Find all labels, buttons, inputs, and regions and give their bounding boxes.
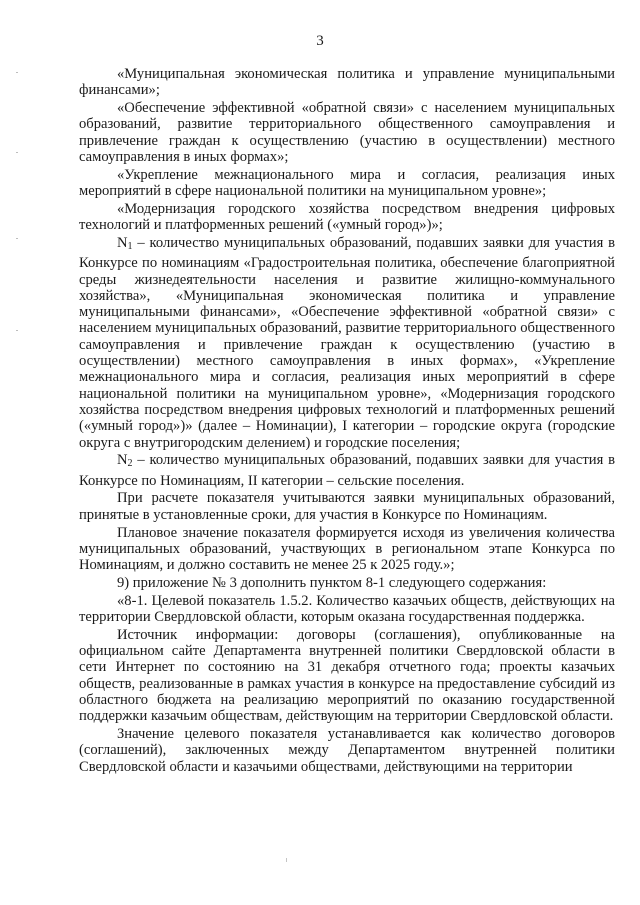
paragraph-n1 bbox=[79, 235, 615, 451]
paragraph: 9) приложение № 3 дополнить пунктом 8-1 следующего содержания: bbox=[117, 574, 547, 591]
paragraph: «8-1. Целевой показатель 1.5.2. Количество казачьих обществ, действующих на территории Свердловской области, которым оказана государственная поддержка. bbox=[79, 592, 615, 625]
document-body bbox=[79, 66, 615, 775]
variable-n1: $N_1$ bbox=[117, 234, 133, 252]
margin-mark bbox=[16, 330, 18, 331]
paragraph: «Муниципальная экономическая политика и управление муниципальными финансами»; bbox=[79, 66, 615, 99]
paragraph-text: – количество муниципальных образований, подавших заявки для участия в Конкурсе по Номинациям, II категории – сельские поселения. bbox=[79, 452, 615, 489]
scan-mark bbox=[286, 858, 287, 862]
variable-n2: $N_2$ bbox=[117, 452, 133, 470]
paragraph: Значение целевого показателя устанавливается как количество договоров (соглашений), заключенных между Департаментом внутренней политики Свердловской области и казачьими обществами, действующими на территории bbox=[79, 726, 615, 775]
paragraph: «Укрепление межнационального мира и согласия, реализация иных мероприятий в сфере национальной политики на муниципальном уровне»; bbox=[79, 166, 615, 200]
paragraph-n2 bbox=[79, 452, 615, 489]
paragraph: При расчете показателя учитываются заявки муниципальных образований, принятые в установленные сроки, для участия в Конкурсе по Номинациям. bbox=[79, 490, 615, 523]
margin-mark bbox=[16, 238, 18, 239]
paragraph: «Модернизация городского хозяйства посредством внедрения цифровых технологий и платформенных решений («умный город»)»; bbox=[79, 200, 615, 234]
page-number: 3 bbox=[316, 33, 324, 49]
paragraph-text: – количество муниципальных образований, подавших заявки для участия в Конкурсе по номинациям «Градостроительная политика, обеспечение благоприятной среды жизнедеятельности населения и развитие жилищно-коммунального хозяйства», «Муниципальная экономическая политика и управление муниципальными финансами», «Обеспечение эффективной «обратной связи» с населением муниципальных образований, развитие территориального общественного самоуправления и привлечение граждан к осуществлению (участию в осуществлении) местного самоуправления в иных формах», «Укрепление межнационального мира и согласия, реализация иных мероприятий в сфере национальной политики на муниципальном уровне», «Модернизация городского хозяйства посредством внедрения цифровых технологий и платформенных решений («умный город»)» (далее – Номинации), I категории – городские округа (городские округа с внутригородским делением) и городские поселения; bbox=[79, 234, 615, 451]
margin-mark bbox=[16, 152, 18, 153]
paragraph: Источник информации: договоры (соглашения), опубликованные на официальном сайте Департамента внутренней политики Свердловской области в сети Интернет по состоянию на 31 декабря отчетного года; проекты казачьих обществ, реализованные в рамках участия в конкурсе на предоставление субсидий из областного бюджета на реализацию мероприятий по оказанию государственной поддержки казачьим обществам, действующим на территории Свердловской области. bbox=[79, 626, 615, 725]
paragraph: «Обеспечение эффективной «обратной связи» с населением муниципальных образований, развитие территориального общественного самоуправления и привлечение граждан к осуществлению (участию в осуществлении) местного самоуправления в иных формах»; bbox=[79, 100, 615, 165]
margin-mark bbox=[16, 72, 18, 73]
paragraph: Плановое значение показателя формируется исходя из увеличения количества муниципальных образований, участвующих в региональном этапе Конкурса по Номинациям, и должно составить не менее 25 к 2025 году.»; bbox=[79, 524, 615, 574]
